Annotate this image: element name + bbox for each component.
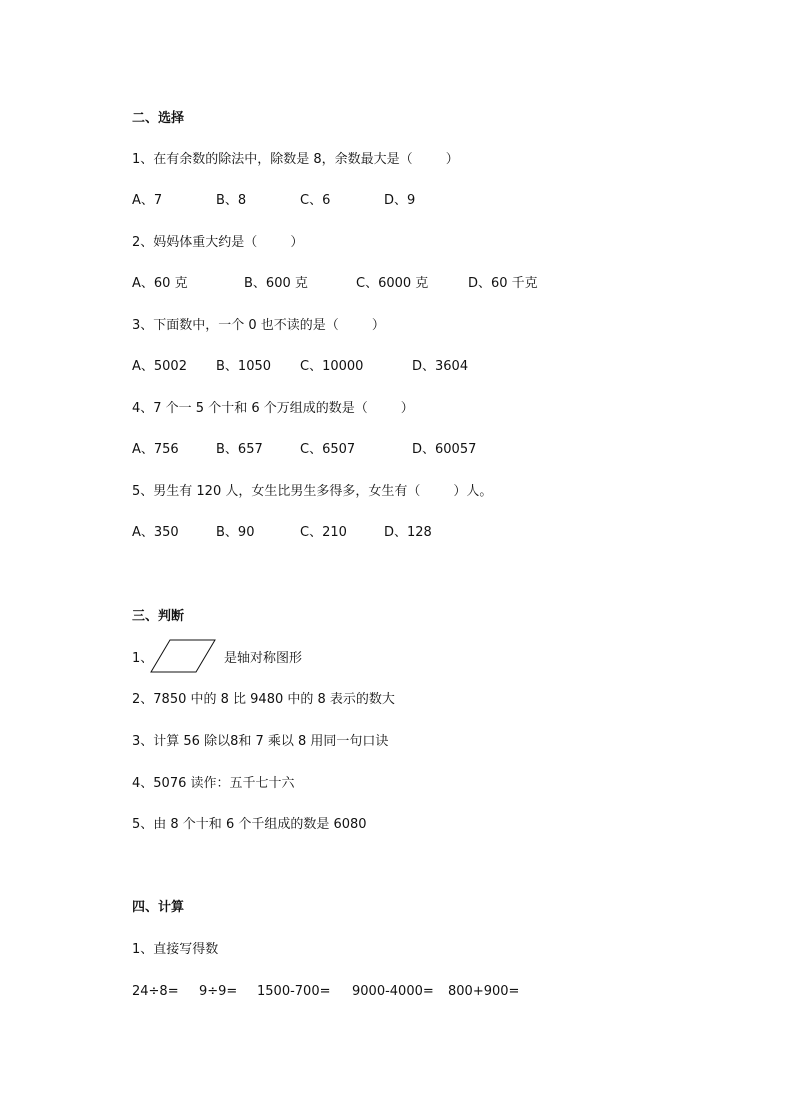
calc-item-3: 1500-700= xyxy=(257,984,331,999)
statement-4: 4、5076 读作：五千七十六 xyxy=(132,776,295,791)
q3-option-c: C、10000 xyxy=(300,359,364,374)
q4-option-c: C、6507 xyxy=(300,442,356,457)
q3-option-d: D、3604 xyxy=(412,359,469,374)
q1-option-d: D、9 xyxy=(384,193,416,208)
q5-option-c: C、210 xyxy=(300,525,347,540)
statement-5: 5、由 8 个十和 6 个千组成的数是 6080 xyxy=(132,817,367,832)
question-3: 3、下面数中，一个 0 也不读的是（ ） xyxy=(132,318,385,333)
q1-option-a: A、7 xyxy=(132,193,163,208)
question-1: 1、在有余数的除法中，除数是 8，余数最大是（ ） xyxy=(132,152,459,167)
statement-1-prefix: 1、 xyxy=(132,651,154,666)
calc-item-4: 9000-4000= xyxy=(352,984,434,999)
q1-option-b: B、8 xyxy=(216,193,247,208)
statement-3: 3、计算 56 除以8和 7 乘以 8 用同一句口诀 xyxy=(132,734,389,749)
q2-option-c: C、6000 克 xyxy=(356,276,429,291)
q4-option-a: A、756 xyxy=(132,442,179,457)
q3-option-a: A、5002 xyxy=(132,359,187,374)
section-2-heading: 二、选择 xyxy=(132,111,185,126)
q1-option-c: C、6 xyxy=(300,193,331,208)
q2-option-a: A、60 克 xyxy=(132,276,188,291)
q2-option-d: D、60 千克 xyxy=(468,276,538,291)
q5-option-d: D、128 xyxy=(384,525,432,540)
section-4-heading: 四、计算 xyxy=(132,900,185,915)
parallelogram-figure xyxy=(150,639,216,673)
parallelogram-icon xyxy=(150,639,216,673)
q5-option-b: B、90 xyxy=(216,525,255,540)
statement-1-text: 是轴对称图形 xyxy=(224,651,303,666)
q5-option-a: A、350 xyxy=(132,525,179,540)
calc-subheading: 1、直接写得数 xyxy=(132,942,219,957)
statement-2: 2、7850 中的 8 比 9480 中的 8 表示的数大 xyxy=(132,692,395,707)
section-3-heading: 三、判断 xyxy=(132,609,185,624)
question-5: 5、男生有 120 人，女生比男生多得多，女生有（ ）人。 xyxy=(132,484,493,499)
calc-item-5: 800+900= xyxy=(448,984,520,999)
q3-option-b: B、1050 xyxy=(216,359,272,374)
question-2: 2、妈妈体重大约是（ ） xyxy=(132,235,304,250)
question-4: 4、7 个一 5 个十和 6 个万组成的数是（ ） xyxy=(132,401,414,416)
q2-option-b: B、600 克 xyxy=(244,276,308,291)
calc-item-2: 9÷9= xyxy=(199,984,238,999)
q4-option-d: D、60057 xyxy=(412,442,477,457)
q4-option-b: B、657 xyxy=(216,442,263,457)
calc-item-1: 24÷8= xyxy=(132,984,179,999)
